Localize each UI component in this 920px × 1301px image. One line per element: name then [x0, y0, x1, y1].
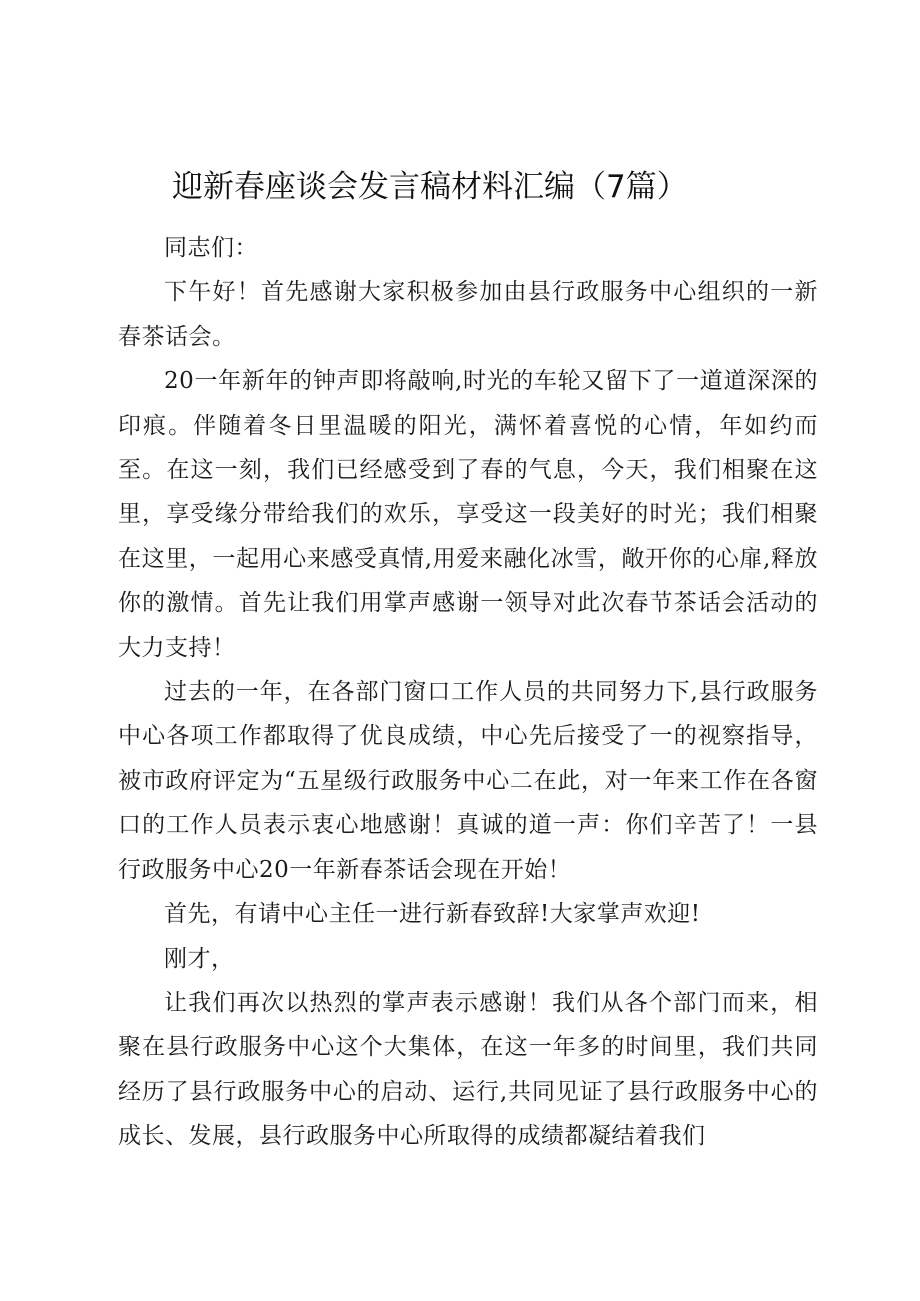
paragraph-greeting: 下午好！首先感谢大家积极参加由县行政服务中心组织的一新春茶话会。	[118, 279, 818, 350]
paragraph-director-speech: 首先，有请中心主任一进行新春致辞!大家掌声欢迎!	[164, 901, 701, 928]
paragraph-past-year: 过去的一年，在各部门窗口工作人员的共同努力下,县行政服务中心各项工作都取得了优良成绩，中心先后接受了一的视察指导，被市政府评定为“五星级行政服务中心二在此，对一年来工作在各窗口的工作人员表示衷心地感谢！真诚的道一声：你们辛苦了！一县行政服务中心20一年新春茶话会现在开始！	[118, 679, 818, 883]
document-body	[118, 226, 818, 1159]
paragraph-new-year: 20一年新年的钟声即将敲响,时光的车轮又留下了一道道深深的印痕。伴随着冬日里温暖的阳光，满怀着喜悦的心情，年如约而至。在这一刻，我们已经感受到了春的气息，今天，我们相聚在这里，享受缘分带给我们的欢乐，享受这一段美好的时光；我们相聚在这里，一起用心来感受真情,用爱来融化冰雪，敞开你的心扉,释放你的激情。首先让我们用掌声感谢一领导对此次春节茶话会活动的大力支持！	[118, 368, 818, 661]
document-title: 迎新春座谈会发言稿材料汇编（7篇）	[172, 169, 688, 205]
paragraph-thanks: 让我们再次以热烈的掌声表示感谢！我们从各个部门而来，相聚在县行政服务中心这个大集体，在这一年多的时间里，我们共同经历了县行政服务中心的启动、运行,共同见证了县行政服务中心的成长、发展，县行政服务中心所取得的成绩都凝结着我们	[118, 989, 818, 1150]
paragraph-salutation: 同志们：	[164, 235, 258, 261]
paragraph-just-now: 刚才，	[164, 945, 235, 972]
